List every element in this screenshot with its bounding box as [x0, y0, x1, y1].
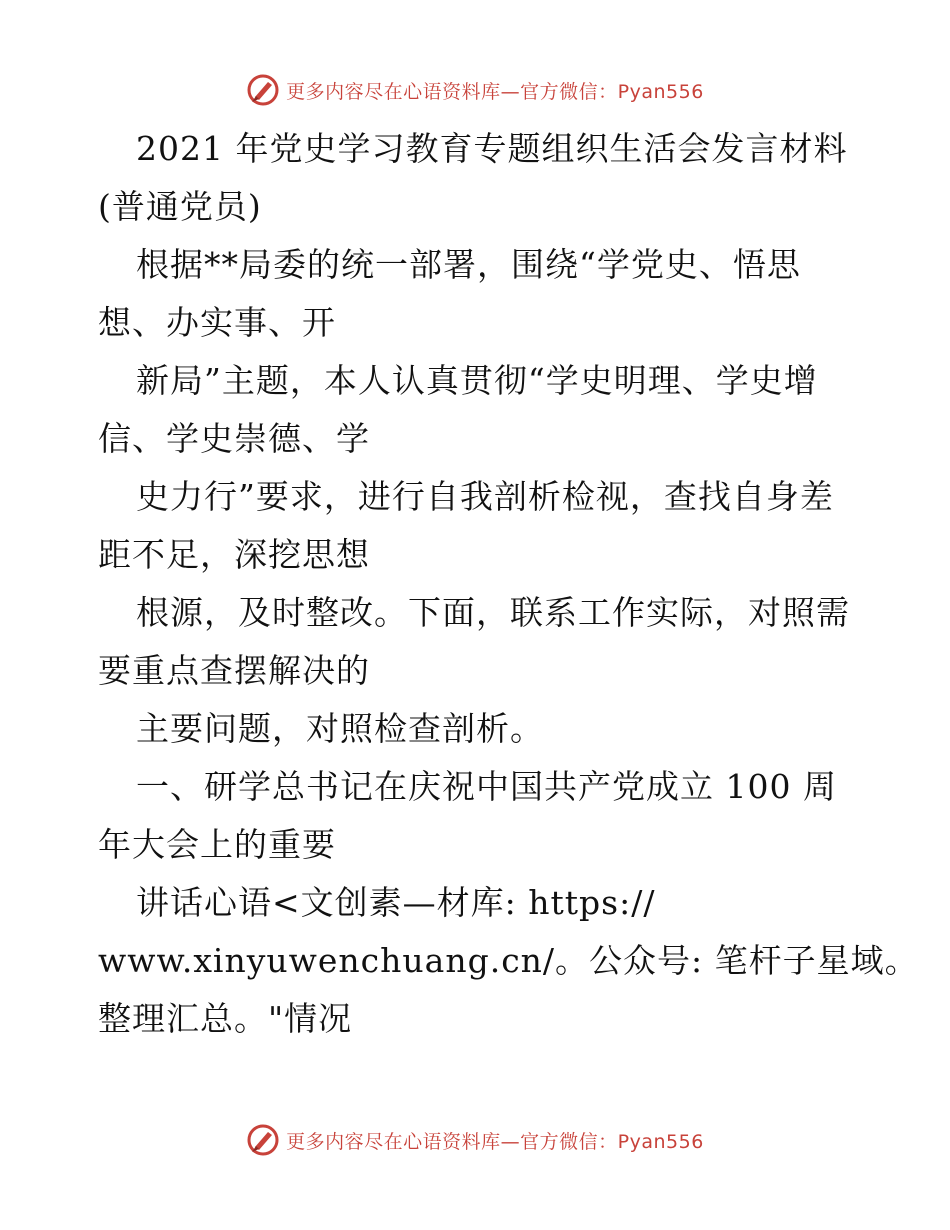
- section-heading-line: 年大会上的重要: [98, 825, 336, 864]
- document-title-line-2: (普通党员): [98, 187, 262, 226]
- header-watermark-text: 更多内容尽在心语资料库—官方微信：Pyan556: [286, 80, 704, 103]
- footer-watermark-banner: [0, 1120, 950, 1160]
- footer-watermark-text: 更多内容尽在心语资料库—官方微信：Pyan556: [286, 1130, 704, 1153]
- brand-logo-icon: [246, 73, 280, 107]
- brand-logo-icon: [246, 1123, 280, 1157]
- document-body: [98, 120, 919, 1048]
- document-title-line-1: 2021 年党史学习教育专题组织生活会发言材料: [136, 129, 848, 168]
- paragraph-line: 根据**局委的统一部署，围绕“学党史、悟思: [136, 245, 801, 284]
- paragraph-line: www.xinyuwenchuang.cn/。公众号: 笔杆子星域。: [98, 941, 919, 980]
- paragraph-line: 新局”主题，本人认真贯彻“学史明理、学史增: [136, 361, 818, 400]
- paragraph-line: 要重点查摆解决的: [98, 651, 370, 690]
- paragraph-line: 史力行”要求，进行自我剖析检视，查找自身差: [136, 477, 834, 516]
- paragraph-line: 整理汇总。"情况: [98, 999, 353, 1038]
- paragraph-line: 主要问题，对照检查剖析。: [136, 709, 544, 748]
- paragraph-line: 讲话心语<文创素—材库: https://: [136, 883, 656, 922]
- header-watermark-banner: [0, 70, 950, 110]
- paragraph-line: 信、学史崇德、学: [98, 419, 370, 458]
- paragraph-line: 距不足，深挖思想: [98, 535, 370, 574]
- paragraph-line: 想、办实事、开: [98, 303, 336, 342]
- paragraph-line: 根源，及时整改。下面，联系工作实际，对照需: [136, 593, 850, 632]
- section-heading-line: 一、研学总书记在庆祝中国共产党成立 100 周: [136, 767, 837, 806]
